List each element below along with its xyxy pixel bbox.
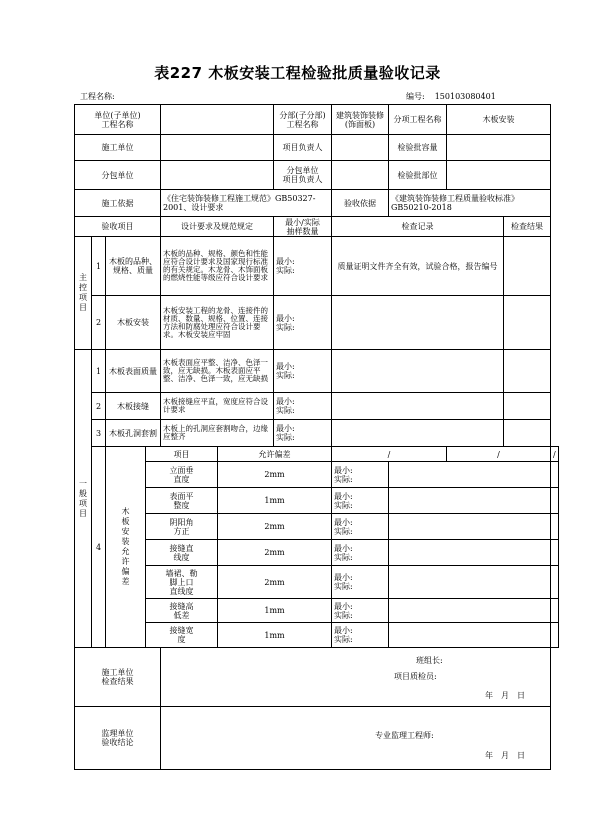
deviation-item-name: 表面平 整度 xyxy=(146,488,218,514)
construction-check-area[interactable] xyxy=(161,648,551,707)
row-number: 2 xyxy=(92,393,106,420)
deviation-allow-header: 允许偏差 xyxy=(218,447,332,462)
item-record[interactable] xyxy=(332,350,504,393)
deviation-value: 2mm xyxy=(218,514,332,540)
project-manager-value[interactable] xyxy=(332,135,389,161)
item-result[interactable] xyxy=(551,599,559,623)
item-record[interactable] xyxy=(389,623,551,648)
item-sample[interactable]: 最小: 实际: xyxy=(274,393,332,420)
deviation-item-header: 项目 xyxy=(146,447,218,462)
batch-capacity-value[interactable] xyxy=(447,135,551,161)
item-sample[interactable]: 最小: 实际: xyxy=(274,350,332,393)
supervision-label: 监理单位 验收结论 xyxy=(75,707,161,770)
item-requirement: 木板接缝应平直，宽度应符合设计要求 xyxy=(161,393,274,420)
batch-location-label: 检验批部位 xyxy=(389,161,447,190)
quality-inspector-label: 项目质检员: xyxy=(394,672,437,681)
deviation-value: 2mm xyxy=(218,566,332,599)
inspection-table xyxy=(74,104,559,770)
item-name: 木板表面质量 xyxy=(106,350,161,393)
item-requirement: 木板的品种、规格、颜色和性能应符合设计要求及国家现行标准的有关规定。木龙骨、木饰面板的燃烧性能等级应符合设计要求 xyxy=(161,237,274,296)
deviation-value: 2mm xyxy=(218,540,332,566)
table-row xyxy=(75,514,559,540)
table-row xyxy=(75,540,559,566)
item-record[interactable] xyxy=(389,514,551,540)
construction-check-row xyxy=(75,648,559,707)
deviation-item-name: 接缝宽 度 xyxy=(146,623,218,648)
supervision-date: 年 月 日 xyxy=(485,751,525,760)
unit-label: 单位(子单位) 工程名称 xyxy=(75,105,161,135)
acceptance-basis-value: 《建筑装饰装修工程质量验收标准》GB50210-2018 xyxy=(389,190,551,217)
division-label: 分部(子分部) 工程名称 xyxy=(274,105,332,135)
deviation-header-row xyxy=(75,447,559,462)
item-result[interactable] xyxy=(504,393,551,420)
row-number: 2 xyxy=(92,296,106,350)
item-sample[interactable]: 最小: 实际: xyxy=(332,488,389,514)
team-leader-label: 班组长: xyxy=(416,656,443,665)
item-record[interactable] xyxy=(389,462,551,488)
deviation-item-name: 阴阳角 方正 xyxy=(146,514,218,540)
batch-location-value[interactable] xyxy=(447,161,551,190)
item-result[interactable] xyxy=(504,420,551,447)
item-result[interactable] xyxy=(551,623,559,648)
deviation-item-name: 立面垂 直度 xyxy=(146,462,218,488)
deviation-item-name: 接缝直 线度 xyxy=(146,540,218,566)
unit-value[interactable] xyxy=(161,105,274,135)
project-name-label: 工程名称: xyxy=(80,92,115,101)
item-sample[interactable]: 最小: 实际: xyxy=(332,514,389,540)
supervision-row xyxy=(75,707,559,770)
deviation-slash-3: / xyxy=(551,447,559,462)
acceptance-basis-label: 验收依据 xyxy=(332,190,389,217)
row-number: 4 xyxy=(92,447,106,648)
table-row xyxy=(75,393,559,420)
item-requirement: 木板上的孔洞应套割吻合，边缘应整齐 xyxy=(161,420,274,447)
table-row xyxy=(75,420,559,447)
col-record-header: 检查记录 xyxy=(332,217,504,237)
number-label: 编号: xyxy=(406,92,425,101)
construction-check-label: 施工单位 检查结果 xyxy=(75,648,161,707)
deviation-slash-2: / xyxy=(447,447,551,462)
basis-value: 《住宅装饰装修工程施工规范》GB50327-2001、设计要求 xyxy=(161,190,332,217)
deviation-value: 1mm xyxy=(218,488,332,514)
table-row xyxy=(75,462,559,488)
table-row xyxy=(75,350,559,393)
item-sample[interactable]: 最小: 实际: xyxy=(332,540,389,566)
col-item-header: 验收项目 xyxy=(75,217,161,237)
supervision-area[interactable] xyxy=(161,707,551,770)
table-row xyxy=(75,488,559,514)
division-value: 建筑装饰装修 (饰面板) xyxy=(332,105,389,135)
item-result[interactable] xyxy=(551,514,559,540)
item-result[interactable] xyxy=(551,566,559,599)
item-sample[interactable]: 最小: 实际: xyxy=(332,462,389,488)
item-requirement: 木板安装工程的龙骨、连接件的材质、数量、规格、位置、连接方法和防腐处理应符合设计要求。木板安装应牢固 xyxy=(161,296,274,350)
table-row xyxy=(75,623,559,648)
item-record[interactable] xyxy=(389,488,551,514)
construction-unit-label: 施工单位 xyxy=(75,135,161,161)
main-control-group-label: 主 控 项 目 xyxy=(75,237,92,350)
deviation-value: 1mm xyxy=(218,623,332,648)
item-name: 木板安装 xyxy=(106,296,161,350)
item-sample[interactable]: 最小: 实际: xyxy=(274,420,332,447)
construction-unit-value[interactable] xyxy=(161,135,274,161)
general-group-label: 一 般 项 目 xyxy=(75,350,92,648)
item-sample[interactable]: 最小: 实际: xyxy=(332,566,389,599)
item-result[interactable] xyxy=(504,296,551,350)
subcontract-unit-value[interactable] xyxy=(161,161,274,190)
project-manager-label: 项目负责人 xyxy=(274,135,332,161)
item-name: 木板接缝 xyxy=(106,393,161,420)
batch-capacity-label: 检验批容量 xyxy=(389,135,447,161)
row-number: 3 xyxy=(92,420,106,447)
item-sample[interactable]: 最小: 实际: xyxy=(274,296,332,350)
subcontract-unit-label: 分包单位 xyxy=(75,161,161,190)
item-record[interactable] xyxy=(389,566,551,599)
item-result[interactable] xyxy=(504,350,551,393)
table-row xyxy=(75,296,559,350)
item-record[interactable] xyxy=(332,393,504,420)
page-title: 表227 木板安装工程检验批质量验收记录 xyxy=(154,64,441,82)
table-row xyxy=(75,237,559,296)
item-requirement: 木板表面应平整、洁净、色泽一致，应无缺损。木板表面应平整、洁净、色泽一致，应无缺损 xyxy=(161,350,274,393)
subitem-value: 木板安装 xyxy=(447,105,551,135)
item-name: 木板孔洞套割 xyxy=(106,420,161,447)
item-record[interactable] xyxy=(389,540,551,566)
subcontract-manager-label: 分包单位 项目负责人 xyxy=(274,161,332,190)
item-record[interactable]: 质量证明文件齐全有效，试验合格，报告编号 xyxy=(332,237,504,296)
item-result[interactable] xyxy=(551,488,559,514)
subitem-label: 分项工程名称 xyxy=(389,105,447,135)
item-result[interactable] xyxy=(551,540,559,566)
number-value: 150103080401 xyxy=(434,92,496,101)
deviation-group-label: 木 板 安 装 允 许 偏 差 xyxy=(106,447,146,648)
item-result[interactable] xyxy=(551,462,559,488)
item-sample[interactable]: 最小: 实际: xyxy=(332,623,389,648)
col-result-header: 检查结果 xyxy=(504,217,551,237)
col-sample-header: 最小/实际 抽样数量 xyxy=(274,217,332,237)
deviation-slash-1: / xyxy=(332,447,447,462)
basis-label: 施工依据 xyxy=(75,190,161,217)
construction-date: 年 月 日 xyxy=(485,691,525,700)
deviation-value: 1mm xyxy=(218,599,332,623)
row-number: 1 xyxy=(92,350,106,393)
deviation-value: 2mm xyxy=(218,462,332,488)
item-sample[interactable]: 最小: 实际: xyxy=(274,237,332,296)
item-record[interactable] xyxy=(332,420,504,447)
item-result[interactable] xyxy=(504,237,551,296)
col-requirement-header: 设计要求及规范规定 xyxy=(161,217,274,237)
supervision-engineer-label: 专业监理工程师: xyxy=(375,731,434,740)
item-record[interactable] xyxy=(389,599,551,623)
subcontract-manager-value[interactable] xyxy=(332,161,389,190)
item-sample[interactable]: 最小: 实际: xyxy=(332,599,389,623)
deviation-item-name: 墙裙、勒 脚上口 直线度 xyxy=(146,566,218,599)
table-row xyxy=(75,566,559,599)
row-number: 1 xyxy=(92,237,106,296)
item-record[interactable] xyxy=(332,296,504,350)
deviation-item-name: 接缝高 低差 xyxy=(146,599,218,623)
table-row xyxy=(75,599,559,623)
number-field xyxy=(406,91,496,102)
item-name: 木板的品种、 规格、质量 xyxy=(106,237,161,296)
